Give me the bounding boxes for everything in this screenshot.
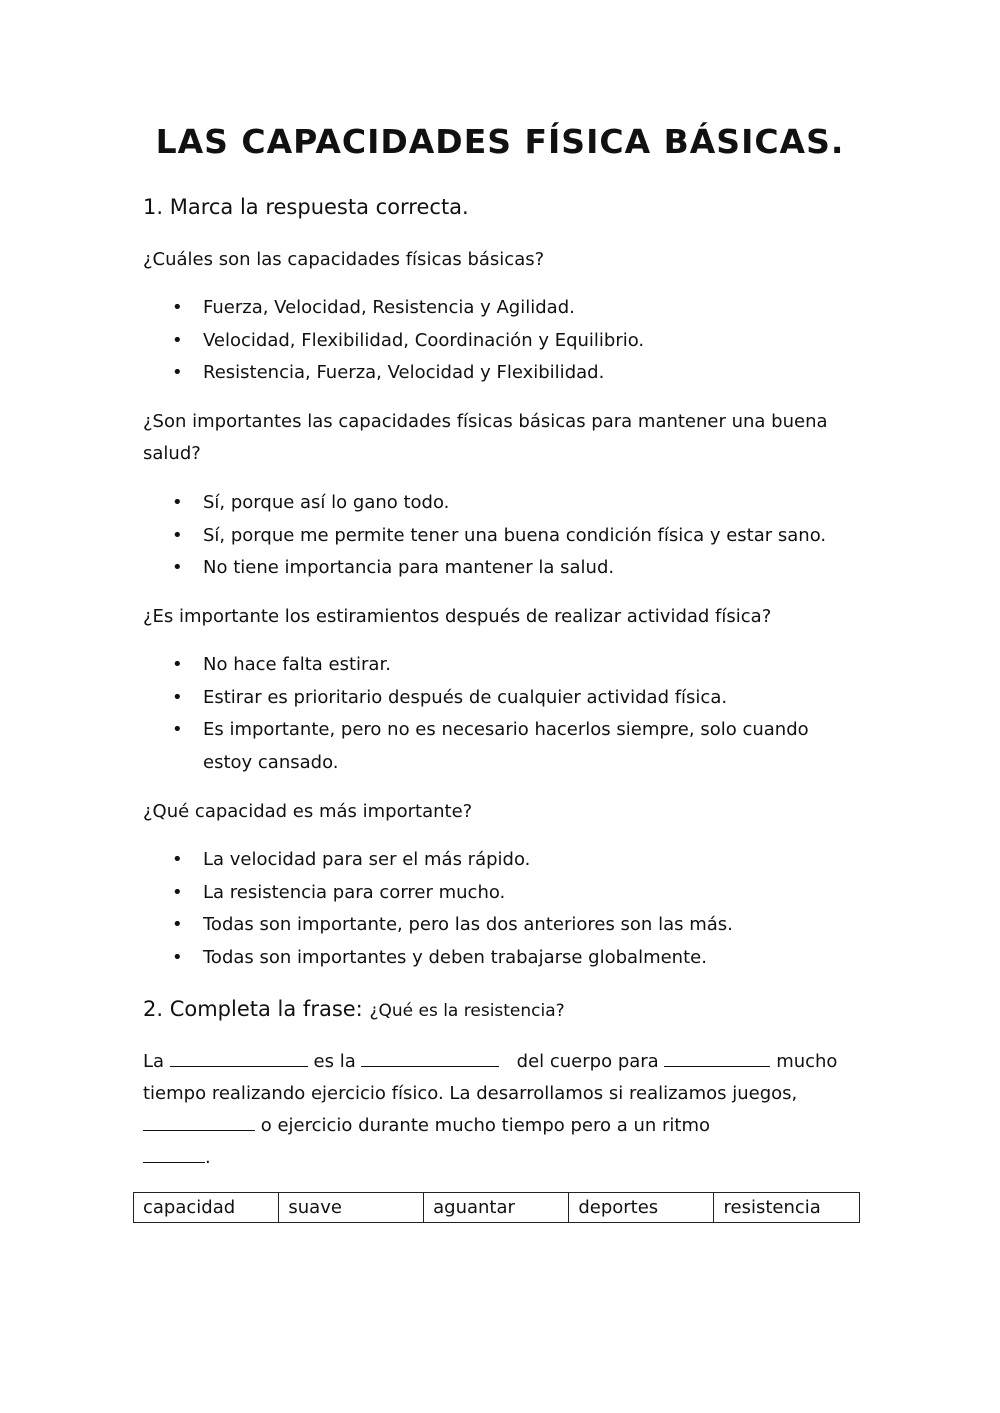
blank-4[interactable] <box>143 1110 255 1131</box>
question-1-options <box>143 292 863 390</box>
word-bank-cell[interactable]: aguantar <box>424 1193 569 1223</box>
option[interactable]: • Sí, porque así lo gano todo. <box>143 487 863 520</box>
table-row <box>134 1193 860 1223</box>
option[interactable]: • Todas son importante, pero las dos anteriores son las más. <box>143 909 863 942</box>
section2-title: 2. Completa la frase: <box>143 997 363 1021</box>
word-bank-cell[interactable]: resistencia <box>714 1193 860 1223</box>
option[interactable]: • Todas son importantes y deben trabajarse globalmente. <box>143 942 863 975</box>
question-2-options <box>143 487 863 585</box>
option[interactable]: • Resistencia, Fuerza, Velocidad y Flexibilidad. <box>143 357 863 390</box>
page-title: LAS CAPACIDADES FÍSICA BÁSICAS. <box>155 122 845 161</box>
blank-2[interactable] <box>361 1046 499 1067</box>
word-bank-cell[interactable]: capacidad <box>134 1193 279 1223</box>
option[interactable]: • No hace falta estirar. <box>143 649 863 682</box>
option[interactable]: • La resistencia para correr mucho. <box>143 877 863 910</box>
section1-heading: 1. Marca la respuesta correcta. <box>143 195 469 219</box>
section2-question: ¿Qué es la resistencia? <box>369 1001 565 1021</box>
option[interactable]: • Estirar es prioritario después de cualquier actividad física. <box>143 682 863 715</box>
blank-3[interactable] <box>664 1046 770 1067</box>
option[interactable]: • La velocidad para ser el más rápido. <box>143 844 863 877</box>
fill-in-paragraph <box>143 1046 863 1174</box>
option[interactable]: • No tiene importancia para mantener la salud. <box>143 552 863 585</box>
question-3-options <box>143 649 863 779</box>
text-part: La <box>143 1051 165 1072</box>
word-bank-cell[interactable]: suave <box>279 1193 424 1223</box>
section2-heading <box>143 997 565 1021</box>
option[interactable]: • Fuerza, Velocidad, Resistencia y Agilidad. <box>143 292 863 325</box>
word-bank-table <box>133 1192 860 1223</box>
text-part: es la <box>313 1051 356 1072</box>
question-4-options <box>143 844 863 974</box>
option[interactable]: • Velocidad, Flexibilidad, Coordinación y Equilibrio. <box>143 325 863 358</box>
question-2: ¿Son importantes las capacidades físicas básicas para mantener una buena salud? <box>143 411 828 464</box>
text-part: mucho tiempo realizando ejercicio físico. La desarrollamos si realizamos juegos, <box>143 1051 838 1104</box>
blank-1[interactable] <box>170 1046 308 1067</box>
text-part: del cuerpo para <box>516 1051 659 1072</box>
text-part: . <box>205 1147 211 1168</box>
option[interactable]: • Es importante, pero no es necesario hacerlos siempre, solo cuando estoy cansado. <box>143 714 863 779</box>
question-1: ¿Cuáles son las capacidades físicas básicas? <box>143 249 545 270</box>
word-bank-cell[interactable]: deportes <box>569 1193 714 1223</box>
blank-5[interactable] <box>143 1142 205 1163</box>
question-4: ¿Qué capacidad es más importante? <box>143 801 473 822</box>
question-3: ¿Es importante los estiramientos después de realizar actividad física? <box>143 606 772 627</box>
option[interactable]: • Sí, porque me permite tener una buena condición física y estar sano. <box>143 520 863 553</box>
text-part: o ejercicio durante mucho tiempo pero a un ritmo <box>260 1115 711 1136</box>
